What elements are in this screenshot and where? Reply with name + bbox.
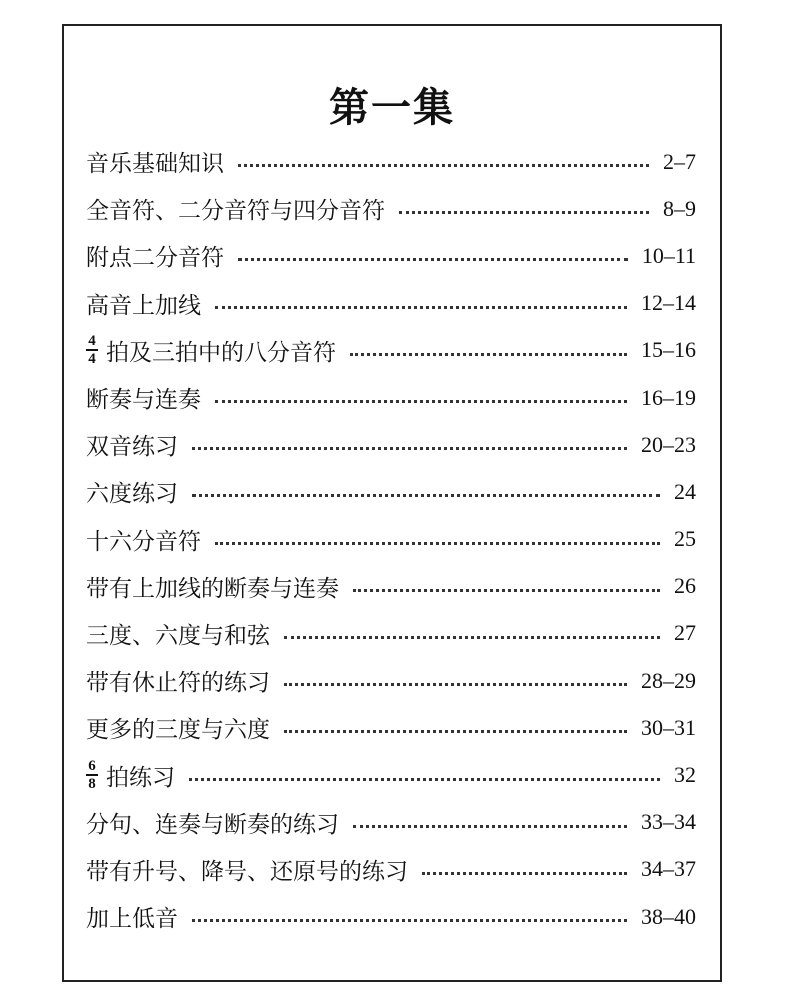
dot-leader xyxy=(192,494,660,497)
toc-entry-title: 带有休止符的练习 xyxy=(86,670,270,697)
toc-entry[interactable] xyxy=(86,280,696,327)
toc-entry-title: 分句、连奏与断奏的练习 xyxy=(86,811,339,838)
toc-entry[interactable] xyxy=(86,657,696,704)
dot-leader xyxy=(399,211,649,214)
time-signature-top: 4 xyxy=(88,333,96,350)
toc-entry-title: 带有上加线的断奏与连奏 xyxy=(86,575,339,602)
toc-entry[interactable] xyxy=(86,704,696,751)
toc-entry[interactable] xyxy=(86,185,696,232)
toc-entry-page: 24 xyxy=(674,478,696,504)
toc-entry-page: 38–40 xyxy=(641,903,696,929)
toc-entry[interactable] xyxy=(86,610,696,657)
toc-entry-page: 20–23 xyxy=(641,431,696,457)
dot-leader xyxy=(284,683,627,686)
time-signature-6-8 xyxy=(86,759,98,791)
dot-leader xyxy=(238,164,649,167)
dot-leader xyxy=(215,542,660,545)
toc-entry-page: 32 xyxy=(674,762,696,788)
toc-entry-title: 加上低音 xyxy=(86,906,178,933)
toc-entry-title-wrap xyxy=(86,334,336,367)
toc-entry[interactable] xyxy=(86,516,696,563)
toc-entry-page: 33–34 xyxy=(641,809,696,835)
dot-leader xyxy=(238,258,628,261)
toc-entry[interactable] xyxy=(86,751,696,798)
dot-leader xyxy=(192,919,627,922)
toc-entry[interactable] xyxy=(86,468,696,515)
toc-entry[interactable] xyxy=(86,563,696,610)
toc-entry-title: 拍练习 xyxy=(106,764,175,791)
toc-entry-page: 8–9 xyxy=(663,195,696,221)
toc-entry-title: 十六分音符 xyxy=(86,528,201,555)
toc-entry-title: 断奏与连奏 xyxy=(86,387,201,414)
page-title: 第一集 xyxy=(329,84,455,131)
toc-entry-page: 26 xyxy=(674,573,696,599)
toc-entry[interactable] xyxy=(86,232,696,279)
toc-entry[interactable] xyxy=(86,327,696,374)
time-signature-bottom: 4 xyxy=(88,351,96,368)
dot-leader xyxy=(353,589,660,592)
toc-entry-page: 25 xyxy=(674,526,696,552)
toc-entry-page: 10–11 xyxy=(641,242,696,268)
time-signature-4-4 xyxy=(86,334,98,366)
toc-entry[interactable] xyxy=(86,893,696,940)
toc-entry[interactable] xyxy=(86,846,696,893)
toc-entry-page: 34–37 xyxy=(641,856,696,882)
dot-leader xyxy=(284,636,660,639)
dot-leader xyxy=(422,872,627,875)
dot-leader xyxy=(215,400,627,403)
toc-entry-title: 带有升号、降号、还原号的练习 xyxy=(86,858,408,885)
toc-entry-title: 全音符、二分音符与四分音符 xyxy=(86,198,385,225)
toc-entry-title: 音乐基础知识 xyxy=(86,151,224,178)
toc-entry-title: 附点二分音符 xyxy=(86,245,224,272)
toc-entry[interactable] xyxy=(86,799,696,846)
dot-leader xyxy=(189,778,660,781)
toc-entry-title: 高音上加线 xyxy=(86,292,201,319)
toc-entry-page: 28–29 xyxy=(641,667,696,693)
toc-entry-title: 三度、六度与和弦 xyxy=(86,622,270,649)
toc-entry-title: 拍及三拍中的八分音符 xyxy=(106,339,336,366)
time-signature-bottom: 8 xyxy=(88,776,96,793)
toc-entry-title: 更多的三度与六度 xyxy=(86,717,270,744)
toc-entry-page: 27 xyxy=(674,620,696,646)
table-of-contents xyxy=(86,138,696,940)
dot-leader xyxy=(215,306,627,309)
toc-entry-page: 12–14 xyxy=(641,290,696,316)
dot-leader xyxy=(284,730,627,733)
dot-leader xyxy=(353,825,627,828)
toc-entry-title: 六度练习 xyxy=(86,481,178,508)
toc-entry[interactable] xyxy=(86,421,696,468)
toc-entry-title: 双音练习 xyxy=(86,434,178,461)
toc-entry[interactable] xyxy=(86,374,696,421)
toc-entry-title-wrap xyxy=(86,759,175,792)
toc-entry-page: 16–19 xyxy=(641,384,696,410)
dot-leader xyxy=(192,447,627,450)
toc-entry-page: 30–31 xyxy=(641,714,696,740)
toc-entry[interactable] xyxy=(86,138,696,185)
toc-entry-page: 2–7 xyxy=(663,148,696,174)
toc-entry-page: 15–16 xyxy=(641,337,696,363)
dot-leader xyxy=(350,353,627,356)
time-signature-top: 6 xyxy=(88,758,96,775)
